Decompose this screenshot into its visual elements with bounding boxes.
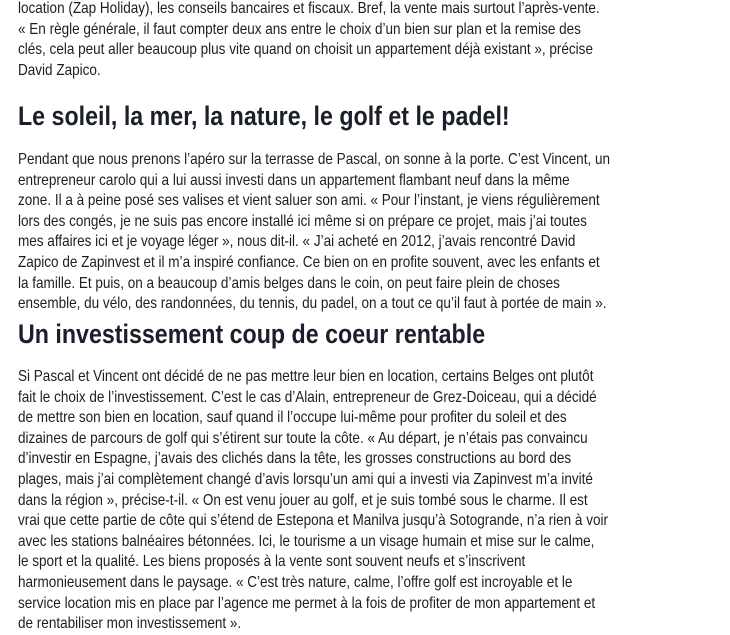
text-line: la famille. Et puis, on a beaucoup d’amis belges dans le coin, on peut faire plein de choses	[18, 274, 560, 292]
text-line: entrepreneur carolo qui a lui aussi investi dans un appartement flambant neuf dans la même	[18, 171, 570, 189]
text-line: harmonieusement dans le paysage. « C’est très nature, calme, l’offre golf est incroyable et le	[18, 573, 573, 591]
text-line: clés, cela peut aller beaucoup plus vite quand on choisit un appartement déjà existant », précise	[18, 41, 593, 59]
text-line: Pendant que nous prenons l’apéro sur la terrasse de Pascal, on sonne à la porte. C’est Vincent, un	[18, 151, 611, 168]
text-line: d’investir en Espagne, j’avais des clichés dans la tête, les grosses constructions au bord des	[18, 450, 572, 468]
text-line: dizaines de parcours de golf qui s’étirent sur toute la côte. « Au départ, je n’étais pas convaincu	[18, 429, 588, 447]
section-heading-soleil: Le soleil, la mer, la nature, le golf et le padel!	[18, 101, 510, 131]
paragraph-vincent	[18, 150, 719, 315]
text-line: service location mis en place par l’agence me permet à la fois de profiter de mon appartement et	[18, 594, 596, 612]
text-line: mes affaires ici et je voyage léger », nous dit-il. « J’ai acheté en 2012, j’avais rencontré David	[18, 233, 576, 251]
text-line: ensemble, du vélo, des randonnées, du tennis, du padel, on a tout ce qu’il faut à portée de main ».	[18, 295, 607, 313]
paragraph-alain	[18, 367, 716, 635]
text-line: « En règle générale, il faut compter deux ans entre le choix d’un bien sur plan et la remise des	[18, 20, 581, 38]
text-line: de mettre son bien en location, sauf quand il l’occupe lui-même pour profiter du soleil et des	[18, 409, 567, 427]
text-line: David Zapico.	[18, 61, 101, 79]
text-line: zone. Il a à peine posé ses valises et vient saluer son ami. « Pour l’instant, je viens régulièrement	[18, 192, 600, 210]
text-line: avec les stations balnéaires bétonnées. Ici, le tourisme a un visage humain et mise sur le calme,	[18, 532, 595, 550]
text-line: Si Pascal et Vincent ont décidé de ne pas mettre leur bien en location, certains Belges ont plutôt	[18, 368, 594, 385]
text-line: de rentabiliser mon investissement ».	[18, 615, 242, 633]
paragraph-intro-end	[18, 0, 706, 81]
text-line: plages, mais j’ai complètement changé d’avis lorsqu’un ami qui a investi via Zapinvest m’a invité	[18, 470, 593, 488]
text-line: vrai que cette partie de côte qui s’étend de Estepona et Manilva jusqu’à Sotogrande, n’a rien à voir	[18, 512, 608, 530]
text-line: le sport et la qualité. Les biens proposés à la vente sont souvent neufs et s’inscrivent	[18, 553, 526, 571]
text-line: Zapico de Zapinvest et il m’a inspiré confiance. Ce bien on en profite souvent, avec les enfants et	[18, 253, 600, 271]
section-heading-investissement: Un investissement coup de coeur rentable	[18, 319, 486, 349]
text-line: dans la région », précise-t-il. « On est venu jouer au golf, et je suis tombé sous le charme. Il est	[18, 491, 588, 509]
text-line: location (Zap Holiday), les conseils bancaires et fiscaux. Bref, la vente mais surtout l’après-vente.	[18, 0, 600, 17]
text-line: lors des congés, je ne suis pas encore installé ici même si on prépare ce projet, mais j’ai toutes	[18, 212, 587, 230]
text-line: fait le choix de l’investissement. C’est le cas d’Alain, entrepreneur de Grez-Doiceau, qui a décidé	[18, 388, 597, 406]
